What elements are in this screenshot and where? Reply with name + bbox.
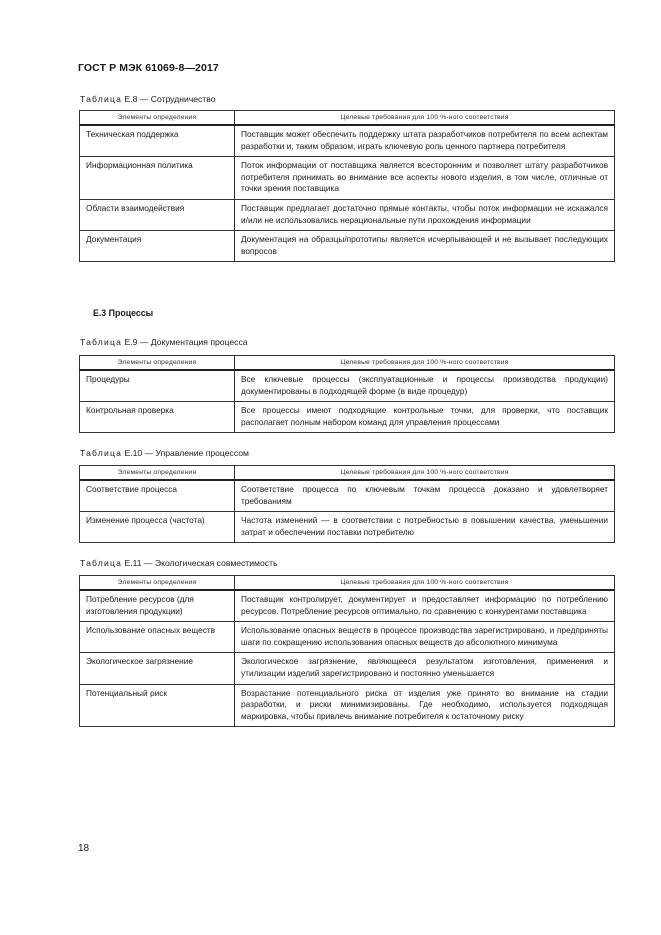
row-element: Соответствие процесса — [80, 480, 235, 512]
table-title: Е.11 — Экологическая совместимость — [124, 558, 278, 568]
table-e8 — [79, 110, 615, 262]
column-header-elements: Элементы определения — [80, 466, 235, 481]
table-e8-caption — [80, 94, 216, 104]
table-e11 — [79, 575, 615, 727]
table-label: Таблица — [80, 94, 123, 104]
column-header-requirements: Целевые требования для 100 %-ного соответствия — [235, 576, 615, 591]
table-title: Е.9 — Документация процесса — [124, 337, 248, 347]
row-requirement: Использование опасных веществ в процессе производства зарегистрировано, и предприняты шаги по сокращению использования опасных веществ до абсолютного минимума — [235, 622, 615, 653]
table-label: Таблица — [80, 337, 123, 347]
table-row — [80, 370, 615, 402]
row-element: Экологическое загрязнение — [80, 653, 235, 684]
table-row — [80, 199, 615, 230]
table-row — [80, 653, 615, 684]
row-element: Техническая поддержка — [80, 125, 235, 157]
table-header-row — [80, 576, 615, 591]
table-e9-caption — [80, 337, 248, 347]
page-number: 18 — [78, 843, 90, 854]
table-row — [80, 512, 615, 543]
row-element: Информационная политика — [80, 157, 235, 200]
row-element: Контрольная проверка — [80, 402, 235, 433]
column-header-requirements: Целевые требования для 100 %-ного соответствия — [235, 356, 615, 371]
table-row — [80, 402, 615, 433]
column-header-elements: Элементы определения — [80, 356, 235, 371]
row-requirement: Поставщик контролирует, документирует и предоставляет информацию по потреблению ресурсов. Потребление ресурсов оптимально, по сравнению с конкурентами поставщика — [235, 590, 615, 622]
table-header-row — [80, 111, 615, 126]
column-header-requirements: Целевые требования для 100 %-ного соответствия — [235, 111, 615, 126]
table-label: Таблица — [80, 558, 123, 568]
row-element: Потенциальный риск — [80, 684, 235, 727]
table-title: Е.8 — Сотрудничество — [124, 94, 216, 104]
table-row — [80, 684, 615, 727]
section-title: Е.3 Процессы — [93, 308, 154, 318]
row-requirement: Документация на образцы/прототипы является исчерпывающей и не вызывает последующих вопросов — [235, 231, 615, 262]
column-header-elements: Элементы определения — [80, 111, 235, 126]
column-header-elements: Элементы определения — [80, 576, 235, 591]
row-requirement: Возрастание потенциального риска от изделия уже принято во внимание на стадии разработки, и риски минимизированы. Где необходимо, используется подходящая маркировка, чтобы привлечь внимание потребителя к остаточному риску — [235, 684, 615, 727]
row-element: Использование опасных веществ — [80, 622, 235, 653]
row-element: Изменение процесса (частота) — [80, 512, 235, 543]
table-row — [80, 125, 615, 157]
table-row — [80, 157, 615, 200]
table-e11-caption — [80, 558, 277, 568]
row-requirement: Все ключевые процессы (эксплуатационные и процессы производства продукции) документированы в подходящей форме (в виде процедур) — [235, 370, 615, 402]
standard-id: ГОСТ Р МЭК 61069-8—2017 — [78, 62, 219, 74]
table-e10 — [79, 465, 615, 543]
row-element: Области взаимодействия — [80, 199, 235, 230]
table-e9 — [79, 355, 615, 433]
row-requirement: Соответствие процесса по ключевым точкам процесса доказано и удовлетворяет требованиям — [235, 480, 615, 512]
row-requirement: Частота изменений — в соответствии с потребностью в повышении качества, уменьшении затрат и обеспечении поставки потребителю — [235, 512, 615, 543]
row-requirement: Поток информации от поставщика является всесторонним и позволяет штату разработчиков потребителя принимать во внимание все аспекты нового изделия, в том числе, отличные от точки зрения поставщика — [235, 157, 615, 200]
table-row — [80, 231, 615, 262]
row-element: Потребление ресурсов (для изготовления продукции) — [80, 590, 235, 622]
row-element: Процедуры — [80, 370, 235, 402]
row-requirement: Экологическое загрязнение, являющееся результатом изготовления, применения и утилизации изделий зарегистрировано и постоянно уменьшается — [235, 653, 615, 684]
table-e10-caption — [80, 448, 249, 458]
row-requirement: Поставщик может обеспечить поддержку штата разработчиков потребителя по всем аспектам разработки и, таким образом, играть ключевую роль ценного партнера потребителя — [235, 125, 615, 157]
table-row — [80, 480, 615, 512]
table-row — [80, 622, 615, 653]
row-element: Документация — [80, 231, 235, 262]
table-title: Е.10 — Управление процессом — [124, 448, 249, 458]
table-header-row — [80, 356, 615, 371]
row-requirement: Все процессы имеют подходящие контрольные точки, для проверки, что поставщик располагает полным набором команд для управления процессами — [235, 402, 615, 433]
table-label: Таблица — [80, 448, 123, 458]
table-header-row — [80, 466, 615, 481]
column-header-requirements: Целевые требования для 100 %-ного соответствия — [235, 466, 615, 481]
row-requirement: Поставщик предлагает достаточно прямые контакты, чтобы поток информации не искажался и/или не использовались нерациональные пути прохождения информации — [235, 199, 615, 230]
table-row — [80, 590, 615, 622]
